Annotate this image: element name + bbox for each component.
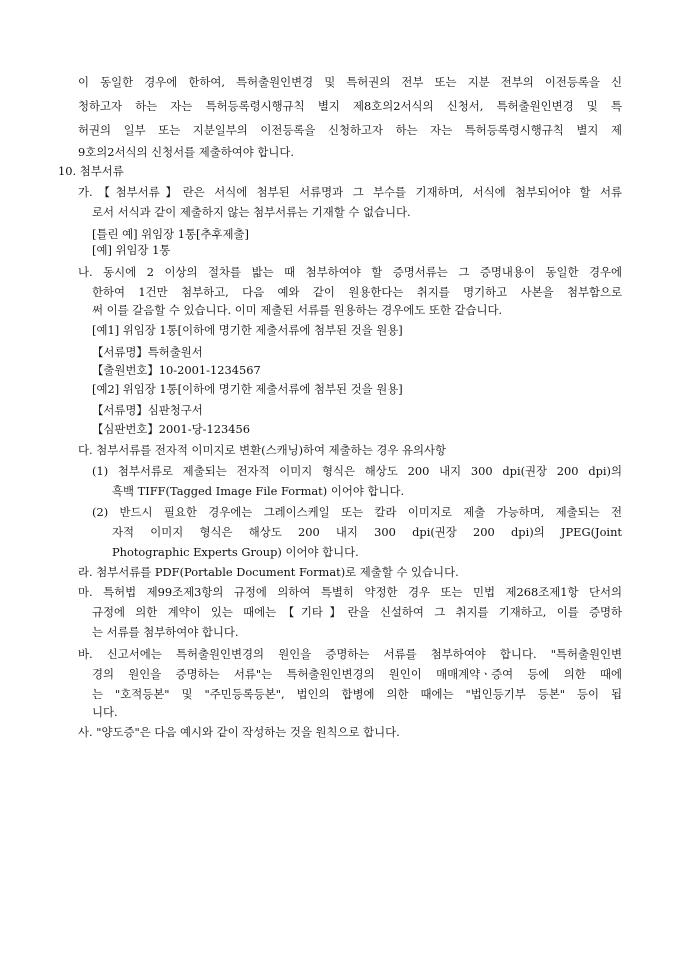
item-ba-line: 경의 원인을 증명하는 서류"는 특허출원인변경의 원인이 매매계약ㆍ증여 등에 의한 때에: [92, 667, 622, 681]
item-na-line: 한하여 1건만 첨부하고, 다음 예와 같이 원용한다는 취지를 명기하고 사본을 첨부함으로: [92, 285, 622, 299]
item-ma-line: 는 서류를 첨부하여야 합니다.: [92, 625, 239, 639]
paragraph-line: 9호의2서식의 신청서를 제출하여야 합니다.: [78, 145, 295, 159]
sub-item-line: 자적 이미지 형식은 해상도 200 내지 300 dpi(권장 200 dpi)의 JPEG(Joint: [112, 525, 622, 539]
paragraph-line: 허권의 일부 또는 지분일부의 이전등록을 신청하고자 하는 자는 특허등록령시행규칙 별지 제: [78, 123, 622, 137]
example-line: [예] 위임장 1통: [92, 243, 171, 257]
section-heading: 10. 첨부서류: [58, 164, 124, 178]
sub-item-line: (1) 첨부서류로 제출되는 전자적 이미지 형식은 해상도 200 내지 300 dpi(권장 200 dpi)의: [92, 464, 622, 478]
item-ga-line: 로서 서식과 같이 제출하지 않는 첨부서류는 기재할 수 없습니다.: [92, 205, 411, 219]
item-ra-line: 라. 첨부서류를 PDF(Portable Document Format)로 제출할 수 있습니다.: [78, 565, 459, 579]
item-ba-line: 니다.: [92, 705, 118, 719]
sub-item-line: Photographic Experts Group) 이어야 합니다.: [112, 545, 359, 559]
example-line: 【서류명】특허출원서: [92, 345, 203, 359]
item-ma-line: 규정에 의한 계약이 있는 때에는【기타】란을 신설하여 그 취지를 기재하고, 이를 증명하: [92, 605, 622, 619]
item-na-line: 나. 동시에 2 이상의 절차를 밟는 때 첨부하여야 할 증명서류는 그 증명내용이 동일한 경우에: [78, 265, 622, 279]
example-line: [틀린 예] 위임장 1통[추후제출]: [92, 227, 249, 241]
sub-item-line: (2) 반드시 필요한 경우에는 그레이스케일 또는 칼라 이미지로 제출 가능하며, 제출되는 전: [92, 505, 622, 519]
item-da-line: 다. 첨부서류를 전자적 이미지로 변환(스캐닝)하여 제출하는 경우 유의사항: [78, 443, 446, 457]
example-line: [예2] 위임장 1통[이하에 명기한 제출서류에 첨부된 것을 원용]: [92, 382, 403, 396]
item-sa-line: 사. "양도증"은 다음 예시와 같이 작성하는 것을 원칙으로 합니다.: [78, 725, 400, 739]
item-ba-line: 바. 신고서에는 특허출원인변경의 원인을 증명하는 서류를 첨부하여야 합니다. "특허출원인변: [78, 647, 622, 661]
item-ga-line: 가.【첨부서류】란은 서식에 첨부된 서류명과 그 부수를 기재하며, 서식에 첨부되어야 할 서류: [78, 185, 622, 199]
item-ma-line: 마. 특허법 제99조제3항의 규정에 의하여 특별히 약정한 경우 또는 민법 제268조제1항 단서의: [78, 585, 622, 599]
item-ba-line: 는 "호적등본" 및 "주민등록등본", 법인의 합병에 의한 때에는 "법인등기부 등본" 등이 됩: [92, 687, 622, 701]
example-line: 【서류명】심판청구서: [92, 403, 203, 417]
example-line: 【심판번호】2001-당-123456: [92, 422, 250, 436]
item-na-line: 써 이를 갈음할 수 있습니다. 이미 제출된 서류를 원용하는 경우에도 또한 같습니다.: [92, 303, 503, 317]
paragraph-line: 청하고자 하는 자는 특허등록령시행규칙 별지 제8호의2서식의 신청서, 특허출원인변경 및 특: [78, 99, 622, 113]
example-line: [예1] 위임장 1통[이하에 명기한 제출서류에 첨부된 것을 원용]: [92, 323, 403, 337]
paragraph-line: 이 동일한 경우에 한하여, 특허출원인변경 및 특허권의 전부 또는 지분 전부의 이전등록을 신: [78, 75, 622, 89]
sub-item-line: 흑백 TIFF(Tagged Image File Format) 이어야 합니다.: [112, 484, 405, 498]
example-line: 【출원번호】10-2001-1234567: [92, 363, 261, 377]
